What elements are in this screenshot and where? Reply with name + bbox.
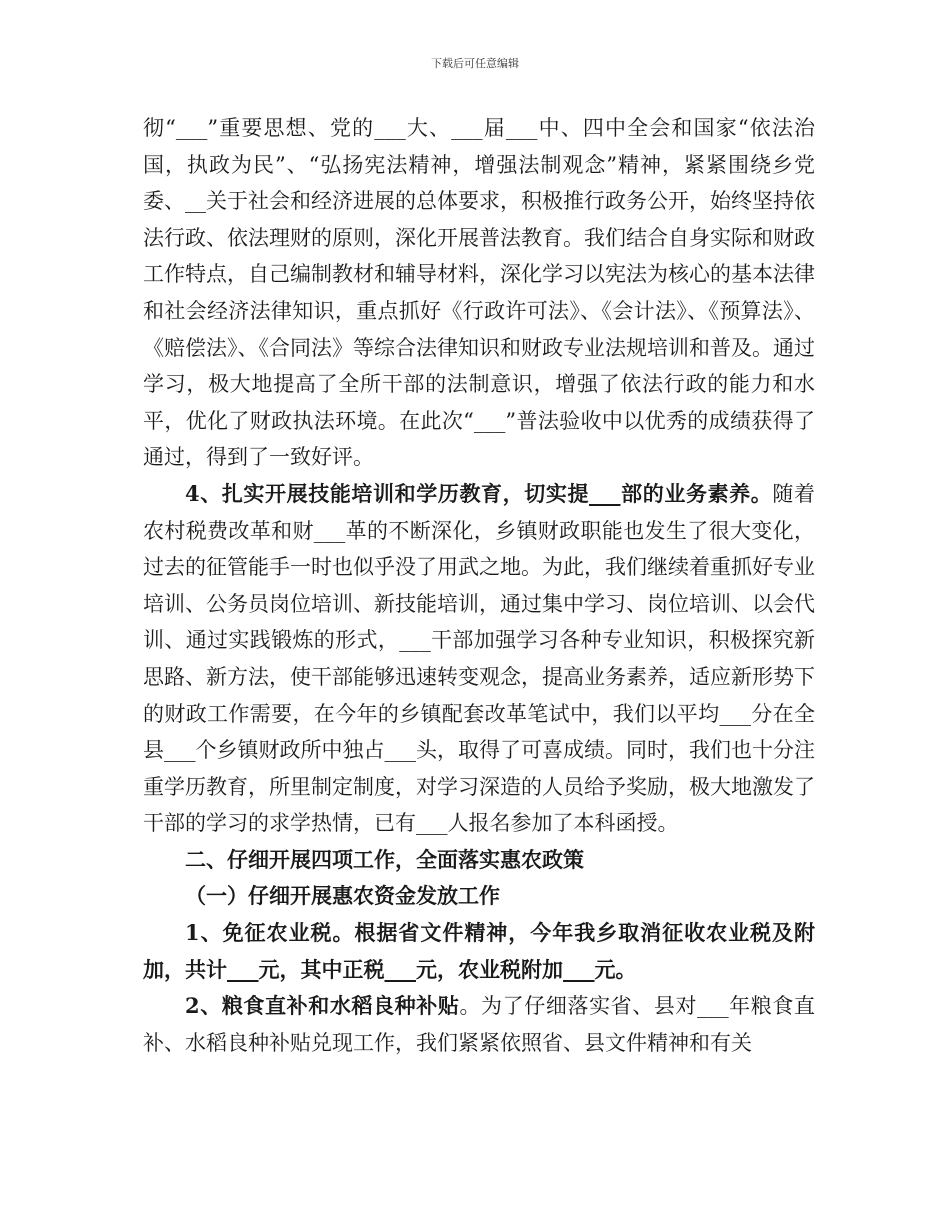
paragraph-grain-subsidy — [143, 988, 815, 1061]
page-header: 下载后可任意编辑 — [431, 57, 519, 70]
document-body — [143, 110, 815, 1061]
section-heading: 二、仔细开展四项工作，全面落实惠农政策 — [185, 846, 584, 872]
paragraph-legal-education: 彻“___”重要思想、党的___大、___届___中、四中全会和国家“依法治国，执政为民”、“弘扬宪法精神，增强法制观念”精神，紧紧围绕乡党委、__关于社会和经济进展的总体要求，积极推行政务公开，始终坚持依法行政、依法理财的原则，深化开展普法教育。我们结合自身实际和财政工作特点，自己编制教材和辅导材料，深化学习以宪法为核心的基本法律和社会经济法律知识，重点抓好《行政许可法》、《会计法》、《预算法》、《赔偿法》、《合同法》等综合法律知识和财政专业法规培训和普及。通过学习，极大地提高了全所干部的法制意识，增强了依法行政的能力和水平，优化了财政执法环境。在此次“___”普法验收中以优秀的成绩获得了通过，得到了一致好评。 — [143, 116, 815, 470]
paragraph-skills-training — [143, 476, 815, 842]
paragraph-grain-subsidy-heading: 2、粮食直补和水稻良种补贴 — [185, 993, 460, 1019]
paragraph-tax-exemption: 1、免征农业税。根据省文件精神，今年我乡取消征收农业税及附加，共计___元，其中正税___元，农业税附加___元。 — [143, 920, 815, 982]
paragraph-grain-subsidy-text: 。为了仔细落实省、县对___年粮食直补、水稻良种补贴兑现工作，我们紧紧依照省、县文件精神和有关 — [143, 994, 815, 1055]
paragraph-skills-training-heading: 4、扎实开展技能培训和学历教育，切实提___部的业务素养。 — [185, 480, 773, 506]
subsection-heading: （一）仔细开展惠农资金发放工作 — [185, 883, 500, 909]
paragraph-skills-training-text: 随着农村税费改革和财___革的不断深化，乡镇财政职能也发生了很大变化，过去的征管能手一时也似乎没了用武之地。为此，我们继续着重抓好专业培训、公务员岗位培训、新技能培训，通过集中学习、岗位培训、以会代训、通过实践锻炼的形式，___干部加强学习各种专业知识，积极探究新思路、新方法，使干部能够迅速转变观念，提高业务素养，适应新形势下的财政工作需要，在今年的乡镇配套改革笔试中，我们以平均___分在全县___个乡镇财政所中独占___头，取得了可喜成绩。同时，我们也十分注重学历教育，所里制定制度，对学习深造的人员给予奖励，极大地激发了干部的学习的求学热情，已有___人报名参加了本科函授。 — [143, 481, 815, 836]
